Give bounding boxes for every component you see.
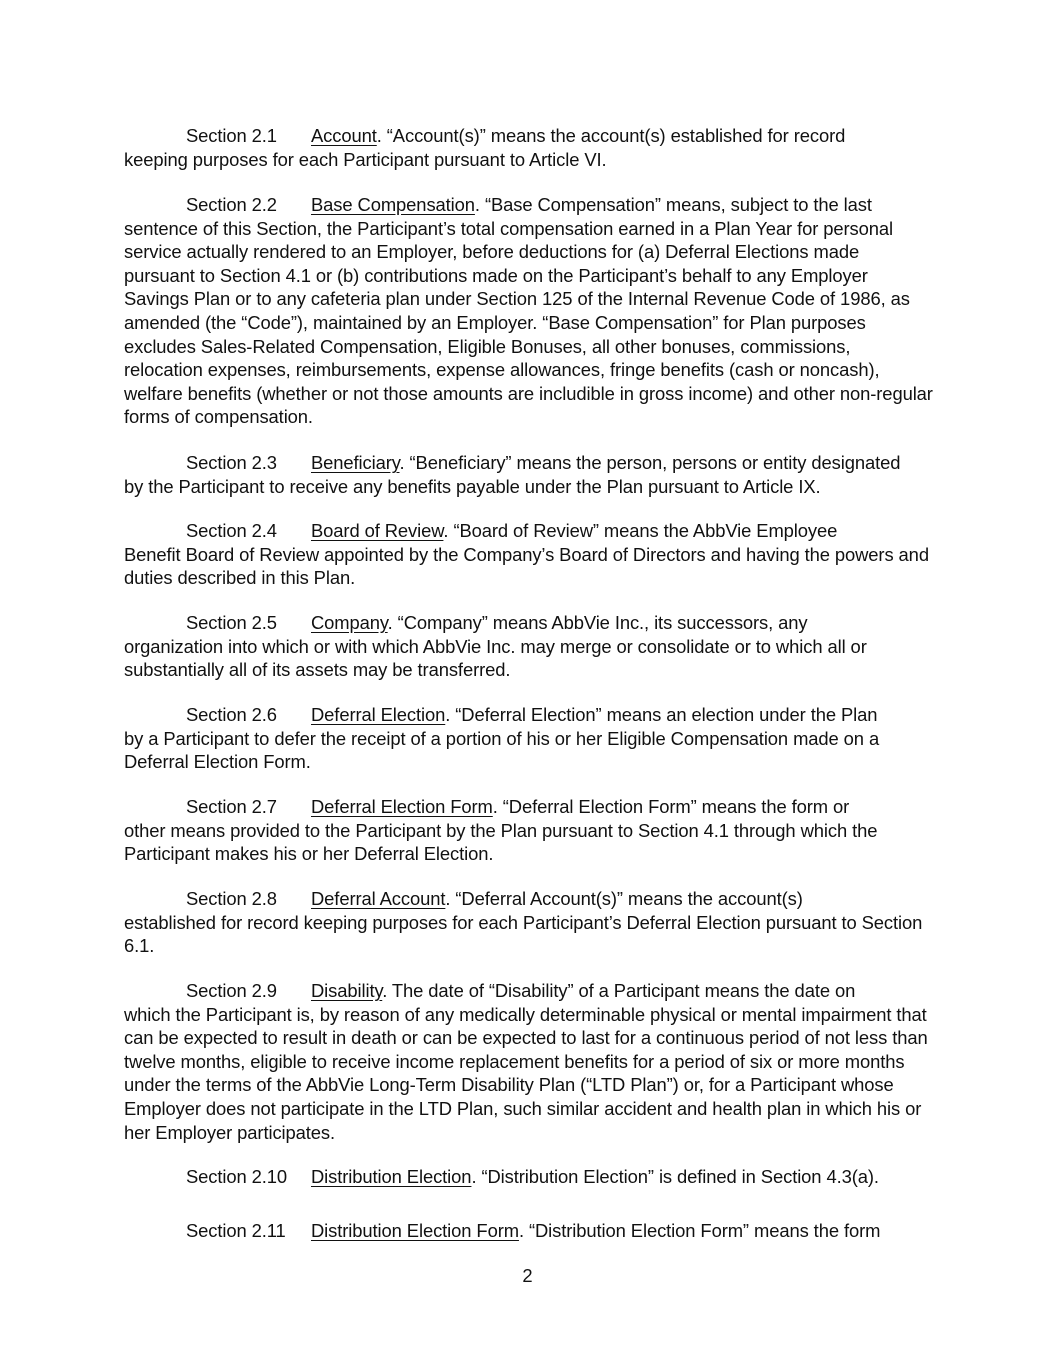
section-2-1 xyxy=(124,124,934,171)
definition-body: which the Participant is, by reason of any medically determinable physical or mental impairment that can be expected to result in death or can be expected to last for a continuous period of not less than twelve months, eligible to receive income replacement benefits for a period of six or more months under the terms of the AbbVie Long-Term Disability Plan (“LTD Plan”) or, for a Participant whose Employer does not participate in the LTD Plan, such similar accident and health plan in which his or her Employer participates. xyxy=(124,1003,928,1143)
section-first-line xyxy=(124,1219,934,1243)
definition-lead: . “Board of Review” means the AbbVie Employee xyxy=(443,520,838,541)
section-2-9 xyxy=(124,979,934,1144)
section-number: Section 2.5 xyxy=(186,612,277,633)
section-first-line xyxy=(124,1165,934,1189)
definition-lead: . “Distribution Election” is defined in Section 4.3(a). xyxy=(471,1166,879,1187)
definition-body: by a Participant to defer the receipt of a portion of his or her Eligible Compensation made on a Deferral Election Form. xyxy=(124,727,880,773)
definition-lead: . “Distribution Election Form” means the form xyxy=(518,1220,881,1241)
section-number: Section 2.1 xyxy=(186,125,277,146)
definition-body: Benefit Board of Review appointed by the Company’s Board of Directors and having the powers and duties described in this Plan. xyxy=(124,543,929,589)
defined-term: Account xyxy=(311,125,377,146)
section-2-2 xyxy=(124,193,934,429)
page-number: 2 xyxy=(522,1265,533,1286)
section-first-line xyxy=(124,124,934,148)
section-2-6 xyxy=(124,703,934,774)
definition-body: by the Participant to receive any benefits payable under the Plan pursuant to Article IX. xyxy=(124,475,821,497)
defined-term: Distribution Election Form xyxy=(311,1220,519,1241)
section-number: Section 2.4 xyxy=(186,520,277,541)
defined-term: Deferral Election xyxy=(311,704,446,725)
definition-lead: . “Base Compensation” means, subject to the last xyxy=(474,194,872,215)
section-number: Section 2.9 xyxy=(186,980,277,1001)
defined-term: Deferral Election Form xyxy=(311,796,493,817)
section-number: Section 2.11 xyxy=(186,1220,286,1241)
definition-body: other means provided to the Participant by the Plan pursuant to Section 4.1 through which the Participant makes his or her Deferral Election. xyxy=(124,819,878,865)
definition-lead: . The date of “Disability” of a Participant means the date on xyxy=(382,980,856,1001)
definition-body: established for record keeping purposes for each Participant’s Deferral Election pursuant to Section 6.1. xyxy=(124,911,923,957)
section-first-line xyxy=(124,193,934,217)
section-first-line xyxy=(124,979,934,1003)
section-first-line xyxy=(124,795,934,819)
section-2-4 xyxy=(124,519,934,590)
section-number: Section 2.3 xyxy=(186,452,277,473)
section-number: Section 2.8 xyxy=(186,888,277,909)
definition-lead: . “Deferral Election” means an election under the Plan xyxy=(445,704,878,725)
definition-lead: . “Account(s)” means the account(s) established for record xyxy=(376,125,846,146)
definition-body: organization into which or with which AbbVie Inc. may merge or consolidate or to which all or substantially all of its assets may be transferred. xyxy=(124,635,867,681)
definition-body: sentence of this Section, the Participant’s total compensation earned in a Plan Year for personal service actually rendered to an Employer, before deductions for (a) Deferral Elections made pursuant to Section 4.1 or (b) contributions made on the Participant’s behalf to any Employer Savings Plan or to any cafeteria plan under Section 125 of the Internal Revenue Code of 1986, as amended (the “Code”), maintained by an Employer. “Base Compensation” for Plan purposes excludes Sales-Related Compensation, Eligible Bonuses, all other bonuses, commissions, relocation expenses, reimbursements, expense allowances, fringe benefits (cash or noncash), welfare benefits (whether or not those amounts are includible in gross income) and other non-regular forms of compensation. xyxy=(124,217,933,428)
definition-lead: . “Deferral Election Form” means the form or xyxy=(492,796,850,817)
section-first-line xyxy=(124,611,934,635)
defined-term: Beneficiary xyxy=(311,452,400,473)
defined-term: Disability xyxy=(311,980,383,1001)
defined-term: Deferral Account xyxy=(311,888,446,909)
section-number: Section 2.6 xyxy=(186,704,277,725)
defined-term: Board of Review xyxy=(311,520,444,541)
section-2-8 xyxy=(124,887,934,958)
section-number: Section 2.7 xyxy=(186,796,277,817)
definition-lead: . “Deferral Account(s)” means the account(s) xyxy=(445,888,803,909)
defined-term: Company xyxy=(311,612,388,633)
section-first-line xyxy=(124,519,934,543)
defined-term: Base Compensation xyxy=(311,194,475,215)
definition-lead: . “Beneficiary” means the person, persons or entity designated xyxy=(399,452,901,473)
section-2-11 xyxy=(124,1219,934,1243)
section-2-3 xyxy=(124,451,934,498)
defined-term: Distribution Election xyxy=(311,1166,472,1187)
definition-lead: . “Company” means AbbVie Inc., its successors, any xyxy=(387,612,808,633)
section-2-10 xyxy=(124,1165,934,1189)
section-number: Section 2.2 xyxy=(186,194,277,215)
definition-body: keeping purposes for each Participant pursuant to Article VI. xyxy=(124,148,607,170)
section-first-line xyxy=(124,887,934,911)
section-first-line xyxy=(124,451,934,475)
section-2-7 xyxy=(124,795,934,866)
section-2-5 xyxy=(124,611,934,682)
section-number: Section 2.10 xyxy=(186,1166,288,1187)
section-first-line xyxy=(124,703,934,727)
